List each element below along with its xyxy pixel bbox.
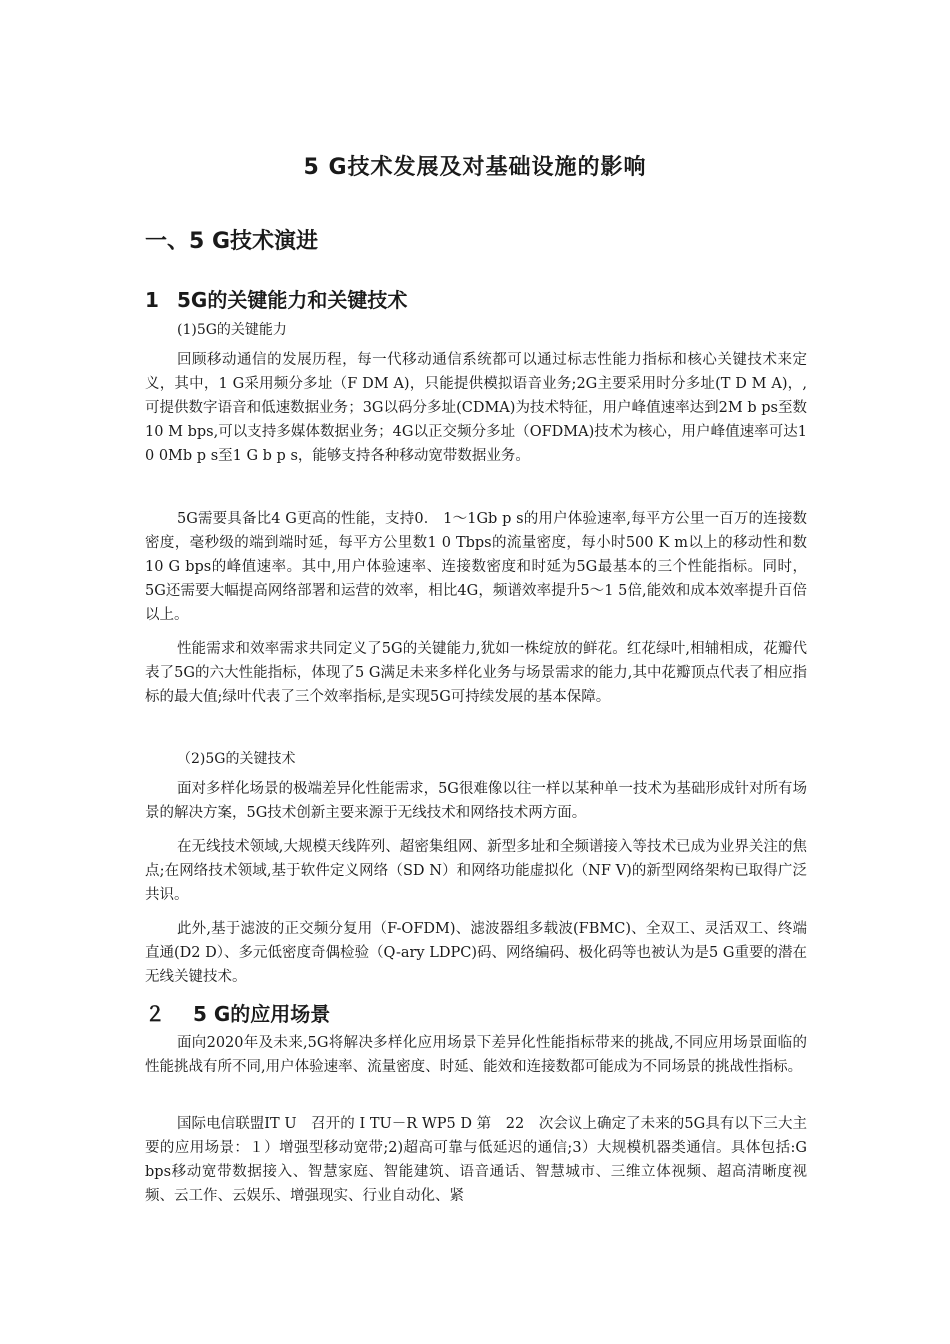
paragraph: 面向2020年及未来,5G将解决多样化应用场景下差异化性能指标带来的挑战,不同应用场景面临的性能挑战有所不同,用户体验速率、流量密度、时延、能效和连接数都可能成为不同场景的挑战性指标。 — [145, 1035, 807, 1075]
item-label-key-technologies: （2)5G的关键技术 — [177, 751, 296, 767]
paragraph: 此外,基于滤波的正交频分复用（F-OFDM)、滤波器组多载波(FBMC)、全双工、灵活双工、终端直通(D2 D）、多元低密度奇偶检验（Q-ary LDPC)码、网络编码、极化码等也被认为是5 G重要的潜在无线关键技术。 — [145, 921, 807, 985]
paragraph: 性能需求和效率需求共同定义了5G的关键能力,犹如一株绽放的鲜花。红花绿叶,相辅相成，花瓣代表了5G的六大性能指标，体现了5 G满足未来多样化业务与场景需求的能力,其中花瓣顶点代表了相应指标的最大值;绿叶代表了三个效率指标,是实现5G可持续发展的基本保障。 — [145, 641, 807, 705]
subsection-title: 5 G的应用场景 — [193, 1002, 331, 1026]
paragraph: 国际电信联盟IT U 召开的 I TU－R WP5 D 第 22 次会议上确定了未来的5G具有以下三大主要的应用场景：１）增强型移动宽带;2)超高可靠与低延迟的通信;3）大规模机器类通信。具体包括:G bps移动宽带数据接入、智慧家庭、智能建筑、语音通话、智慧城市、三维立体视频、超高清晰度视频、云工作、云娱乐、增强现实、行业自动化、紧 — [145, 1116, 807, 1204]
section-heading-1: 一、5 G技术演进 — [145, 229, 319, 254]
paragraph: 回顾移动通信的发展历程，每一代移动通信系统都可以通过标志性能力指标和核心关键技术来定义，其中，1 G采用频分多址（F DM A)，只能提供模拟语音业务;2G主要采用时分多址(T D M A)，,可提供数字语音和低速数据业务；3G以码分多址(CDMA)为技术特征，用户峰值速率达到2M b ps至数10 M bps,可以支持多媒体数据业务；4G以正交频分多址（OFDMA)技术为核心，用户峰值速率可达1 0 0Mb p s至1 G b p s，能够支持各种移动宽带数据业务。 — [145, 352, 807, 464]
paragraph: 面对多样化场景的极端差异化性能需求，5G很难像以往一样以某种单一技术为基础形成针对所有场景的解决方案，5G技术创新主要来源于无线技术和网络技术两方面。 — [145, 781, 807, 821]
item-label-key-capabilities: (1)5G的关键能力 — [177, 322, 287, 338]
subsection-number: ２ — [145, 1002, 165, 1026]
subsection-heading-2 — [145, 998, 330, 1027]
subsection-title: 5G的关键能力和关键技术 — [177, 288, 408, 312]
paragraph: 5G需要具备比4 G更高的性能，支持0． 1～1Gb p s的用户体验速率,每平方公里一百万的连接数密度，毫秒级的端到端时延，每平方公里数1 0 Tbps的流量密度，每小时500 K m以上的移动性和数10 G bps的峰值速率。其中,用户体验速率、连接数密度和时延为5G最基本的三个性能指标。同时，5G还需要大幅提高网络部署和运营的效率，相比4G，频谱效率提升5～1 5倍,能效和成本效率提升百倍以上。 — [145, 511, 807, 623]
subsection-heading-1 — [145, 284, 407, 313]
paragraph: 在无线技术领域,大规模天线阵列、超密集组网、新型多址和全频谱接入等技术已成为业界关注的焦点;在网络技术领域,基于软件定义网络（SD N）和网络功能虚拟化（NF V)的新型网络架构已取得广泛共识。 — [145, 839, 807, 903]
document-title: 5 G技术发展及对基础设施的影响 — [303, 155, 647, 180]
subsection-number: 1 — [145, 288, 159, 312]
